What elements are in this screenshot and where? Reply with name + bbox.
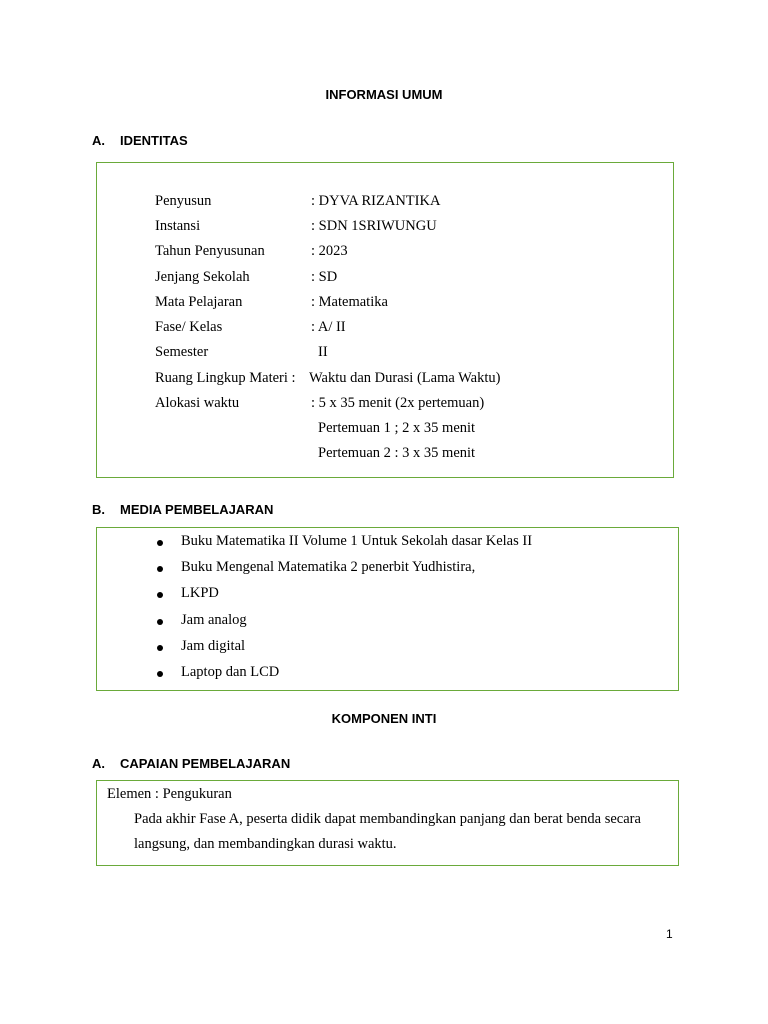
identitas-value: : SDN 1SRIWUNGU bbox=[311, 218, 437, 234]
identitas-box bbox=[96, 162, 674, 478]
identitas-value: : 2023 bbox=[311, 243, 348, 259]
identitas-value: : 5 x 35 menit (2x pertemuan) bbox=[311, 395, 485, 411]
identitas-value: Waktu dan Durasi (Lama Waktu) bbox=[309, 370, 501, 386]
pertemuan-line: Pertemuan 1 ; 2 x 35 menit bbox=[318, 420, 476, 436]
identitas-value: : SD bbox=[311, 269, 338, 285]
identitas-label: Instansi bbox=[155, 218, 201, 234]
identitas-label: Alokasi waktu bbox=[155, 395, 240, 411]
bullet-icon bbox=[157, 540, 163, 546]
bullet-icon bbox=[157, 566, 163, 572]
media-list-item: Laptop dan LCD bbox=[181, 664, 280, 680]
section-letter-media: B. bbox=[92, 502, 105, 517]
capaian-elemen: Elemen : Pengukuran bbox=[107, 786, 232, 802]
section-title-inti: KOMPONEN INTI bbox=[331, 711, 437, 726]
identitas-value: : DYVA RIZANTIKA bbox=[311, 193, 441, 209]
identitas-label: Mata Pelajaran bbox=[155, 294, 243, 310]
identitas-label: Fase/ Kelas bbox=[155, 319, 223, 335]
identitas-label: Tahun Penyusunan bbox=[155, 243, 265, 259]
identitas-label: Jenjang Sekolah bbox=[155, 269, 250, 285]
bullet-icon bbox=[157, 619, 163, 625]
media-list-item: Buku Matematika II Volume 1 Untuk Sekolah dasar Kelas II bbox=[181, 533, 533, 549]
media-list-item: Buku Mengenal Matematika 2 penerbit Yudhistira, bbox=[181, 559, 476, 575]
media-list-item: Jam digital bbox=[181, 638, 246, 654]
pertemuan-line: Pertemuan 2 : 3 x 35 menit bbox=[318, 445, 476, 461]
media-list-item: Jam analog bbox=[181, 612, 247, 628]
capaian-text-line: langsung, dan membandingkan durasi waktu. bbox=[134, 836, 397, 852]
identitas-value: : Matematika bbox=[311, 294, 388, 310]
section-letter-identitas: A. bbox=[92, 133, 105, 148]
bullet-icon bbox=[157, 671, 163, 677]
identitas-value: : A/ II bbox=[311, 319, 346, 335]
section-heading-capaian: CAPAIAN PEMBELAJARAN bbox=[120, 756, 291, 771]
section-letter-capaian: A. bbox=[92, 756, 105, 771]
bullet-icon bbox=[157, 645, 163, 651]
bullet-icon bbox=[157, 592, 163, 598]
identitas-label: Ruang Lingkup Materi : bbox=[155, 370, 296, 386]
identitas-label: Semester bbox=[155, 344, 209, 360]
section-heading-media: MEDIA PEMBELAJARAN bbox=[120, 502, 274, 517]
page-number: 1 bbox=[666, 927, 673, 941]
page-title: INFORMASI UMUM bbox=[325, 87, 443, 102]
capaian-box bbox=[96, 780, 679, 866]
section-heading-identitas: IDENTITAS bbox=[120, 133, 188, 148]
media-box bbox=[96, 527, 679, 691]
identitas-label: Penyusun bbox=[155, 193, 212, 209]
media-list-item: LKPD bbox=[181, 585, 219, 601]
capaian-text-line: Pada akhir Fase A, peserta didik dapat membandingkan panjang dan berat benda secara bbox=[134, 811, 641, 827]
identitas-value: II bbox=[318, 344, 328, 360]
